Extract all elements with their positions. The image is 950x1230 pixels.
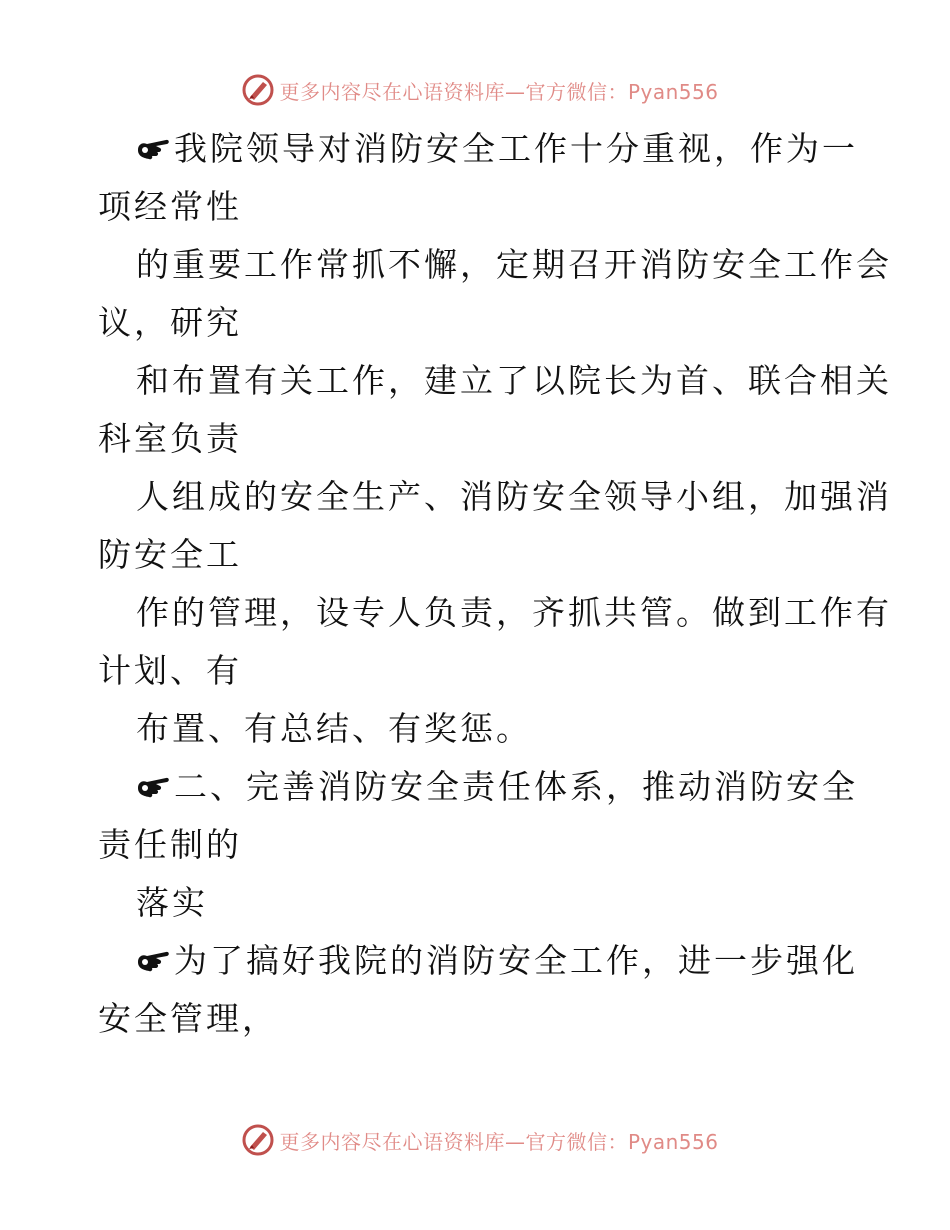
paragraph-line <box>98 584 892 642</box>
line-text: 科室负责 <box>98 419 242 458</box>
paragraph-line <box>98 990 858 1048</box>
line-text: 的重要工作常抓不懈，定期召开消防安全工作会 <box>136 245 892 284</box>
paragraph-line <box>98 236 892 294</box>
line-text: 和布置有关工作，建立了以院长为首、联合相关 <box>136 361 892 400</box>
header-banner-content <box>241 73 718 107</box>
paragraph-line <box>98 294 858 352</box>
pen-seal-logo-icon <box>241 1123 275 1157</box>
line-text: 人组成的安全生产、消防安全领导小组，加强消 <box>136 477 892 516</box>
paragraph-line <box>98 642 858 700</box>
line-text: 防安全工 <box>98 535 242 574</box>
line-text: 议，研究 <box>98 303 242 342</box>
line-text: 责任制的 <box>98 825 242 864</box>
footer-banner <box>0 1120 950 1160</box>
line-text: 为了搞好我院的消防安全工作，进一步强化 <box>174 941 858 980</box>
line-text: 作的管理，设专人负责，齐抓共管。做到工作有 <box>136 593 892 632</box>
line-text: 落实 <box>136 883 208 922</box>
section-heading-line <box>98 874 858 932</box>
footer-banner-text: 更多内容尽在心语资料库—官方微信：Pyan556 <box>279 1129 719 1154</box>
paragraph-line <box>98 410 858 468</box>
pointing-hand-icon <box>136 136 174 162</box>
document-body <box>98 120 892 1048</box>
paragraph-line <box>98 468 892 526</box>
header-banner <box>0 70 950 110</box>
paragraph-line <box>98 352 892 410</box>
pointing-hand-icon <box>136 948 174 974</box>
paragraph-line <box>98 526 858 584</box>
section-heading-line <box>98 816 858 874</box>
paragraph-line <box>98 932 858 990</box>
footer-banner-content <box>241 1123 718 1157</box>
section-heading-line <box>98 758 858 816</box>
paragraph-line <box>98 120 858 178</box>
header-banner-text: 更多内容尽在心语资料库—官方微信：Pyan556 <box>279 79 719 104</box>
line-text: 计划、有 <box>98 651 242 690</box>
line-text: 安全管理， <box>98 999 278 1038</box>
line-text: 我院领导对消防安全工作十分重视，作为一 <box>174 129 858 168</box>
line-text: 项经常性 <box>98 187 242 226</box>
paragraph-line <box>98 700 858 758</box>
paragraph-line <box>98 178 858 236</box>
line-text: 布置、有总结、有奖惩。 <box>136 709 532 748</box>
pen-seal-logo-icon <box>241 73 275 107</box>
pointing-hand-icon <box>136 774 174 800</box>
line-text: 二、完善消防安全责任体系，推动消防安全 <box>174 767 858 806</box>
